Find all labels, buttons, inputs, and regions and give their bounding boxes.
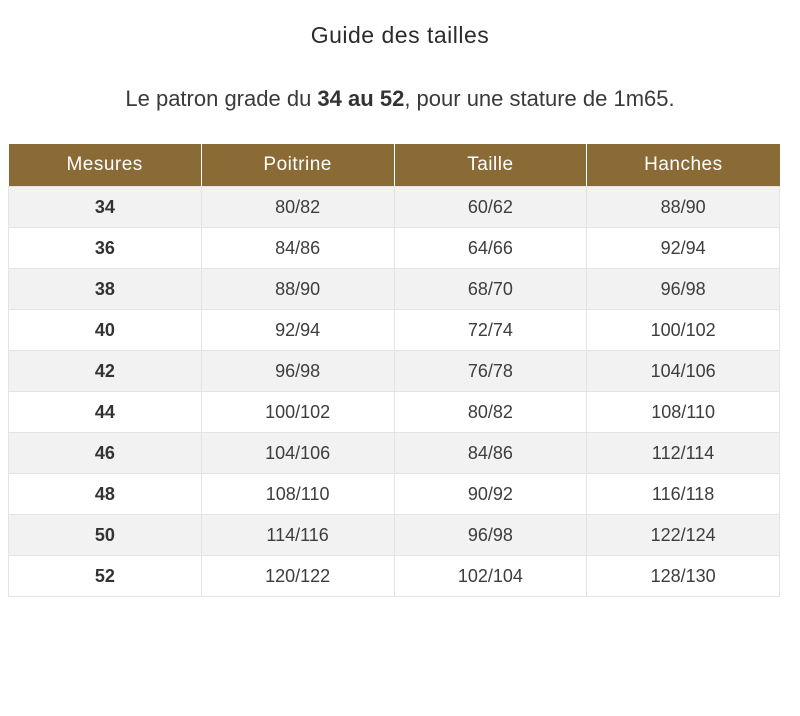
table-row (9, 187, 780, 228)
size-cell: 52 (9, 556, 202, 597)
header-mesures: Mesures (9, 144, 202, 187)
page-title: Guide des tailles (310, 22, 490, 48)
size-cell: 42 (9, 351, 202, 392)
hanches-cell: 104/106 (587, 351, 780, 392)
poitrine-cell: 114/116 (201, 515, 394, 556)
taille-cell: 76/78 (394, 351, 587, 392)
poitrine-cell: 92/94 (201, 310, 394, 351)
poitrine-cell: 108/110 (201, 474, 394, 515)
subtitle-prefix: Le patron grade du (125, 86, 318, 111)
size-table (8, 144, 780, 597)
header-row (9, 144, 780, 187)
size-cell: 34 (9, 187, 202, 228)
header-hanches: Hanches (587, 144, 780, 187)
taille-cell: 72/74 (394, 310, 587, 351)
table-row (9, 474, 780, 515)
poitrine-cell: 96/98 (201, 351, 394, 392)
header-taille: Taille (394, 144, 587, 187)
table-row (9, 515, 780, 556)
hanches-cell: 92/94 (587, 228, 780, 269)
poitrine-cell: 104/106 (201, 433, 394, 474)
hanches-cell: 88/90 (587, 187, 780, 228)
taille-cell: 68/70 (394, 269, 587, 310)
taille-cell: 96/98 (394, 515, 587, 556)
size-cell: 38 (9, 269, 202, 310)
table-row (9, 310, 780, 351)
table-row (9, 269, 780, 310)
poitrine-cell: 120/122 (201, 556, 394, 597)
size-cell: 36 (9, 228, 202, 269)
hanches-cell: 122/124 (587, 515, 780, 556)
hanches-cell: 96/98 (587, 269, 780, 310)
poitrine-cell: 80/82 (201, 187, 394, 228)
subtitle-au: au (348, 86, 374, 111)
table-row (9, 228, 780, 269)
header-poitrine: Poitrine (201, 144, 394, 187)
subtitle (0, 86, 800, 112)
size-cell: 40 (9, 310, 202, 351)
taille-cell: 64/66 (394, 228, 587, 269)
subtitle-size-to: 52 (379, 86, 405, 111)
size-cell: 46 (9, 433, 202, 474)
table-row (9, 556, 780, 597)
hanches-cell: 108/110 (587, 392, 780, 433)
taille-cell: 80/82 (394, 392, 587, 433)
taille-cell: 90/92 (394, 474, 587, 515)
poitrine-cell: 84/86 (201, 228, 394, 269)
table-row (9, 433, 780, 474)
taille-cell: 84/86 (394, 433, 587, 474)
size-cell: 50 (9, 515, 202, 556)
size-cell: 48 (9, 474, 202, 515)
hanches-cell: 128/130 (587, 556, 780, 597)
hanches-cell: 100/102 (587, 310, 780, 351)
poitrine-cell: 88/90 (201, 269, 394, 310)
table-body (9, 187, 780, 597)
subtitle-suffix: , pour une stature de 1m65. (404, 86, 675, 111)
poitrine-cell: 100/102 (201, 392, 394, 433)
table-row (9, 392, 780, 433)
size-cell: 44 (9, 392, 202, 433)
hanches-cell: 116/118 (587, 474, 780, 515)
subtitle-size-from: 34 (317, 86, 342, 111)
table-row (9, 351, 780, 392)
hanches-cell: 112/114 (587, 433, 780, 474)
taille-cell: 60/62 (394, 187, 587, 228)
taille-cell: 102/104 (394, 556, 587, 597)
